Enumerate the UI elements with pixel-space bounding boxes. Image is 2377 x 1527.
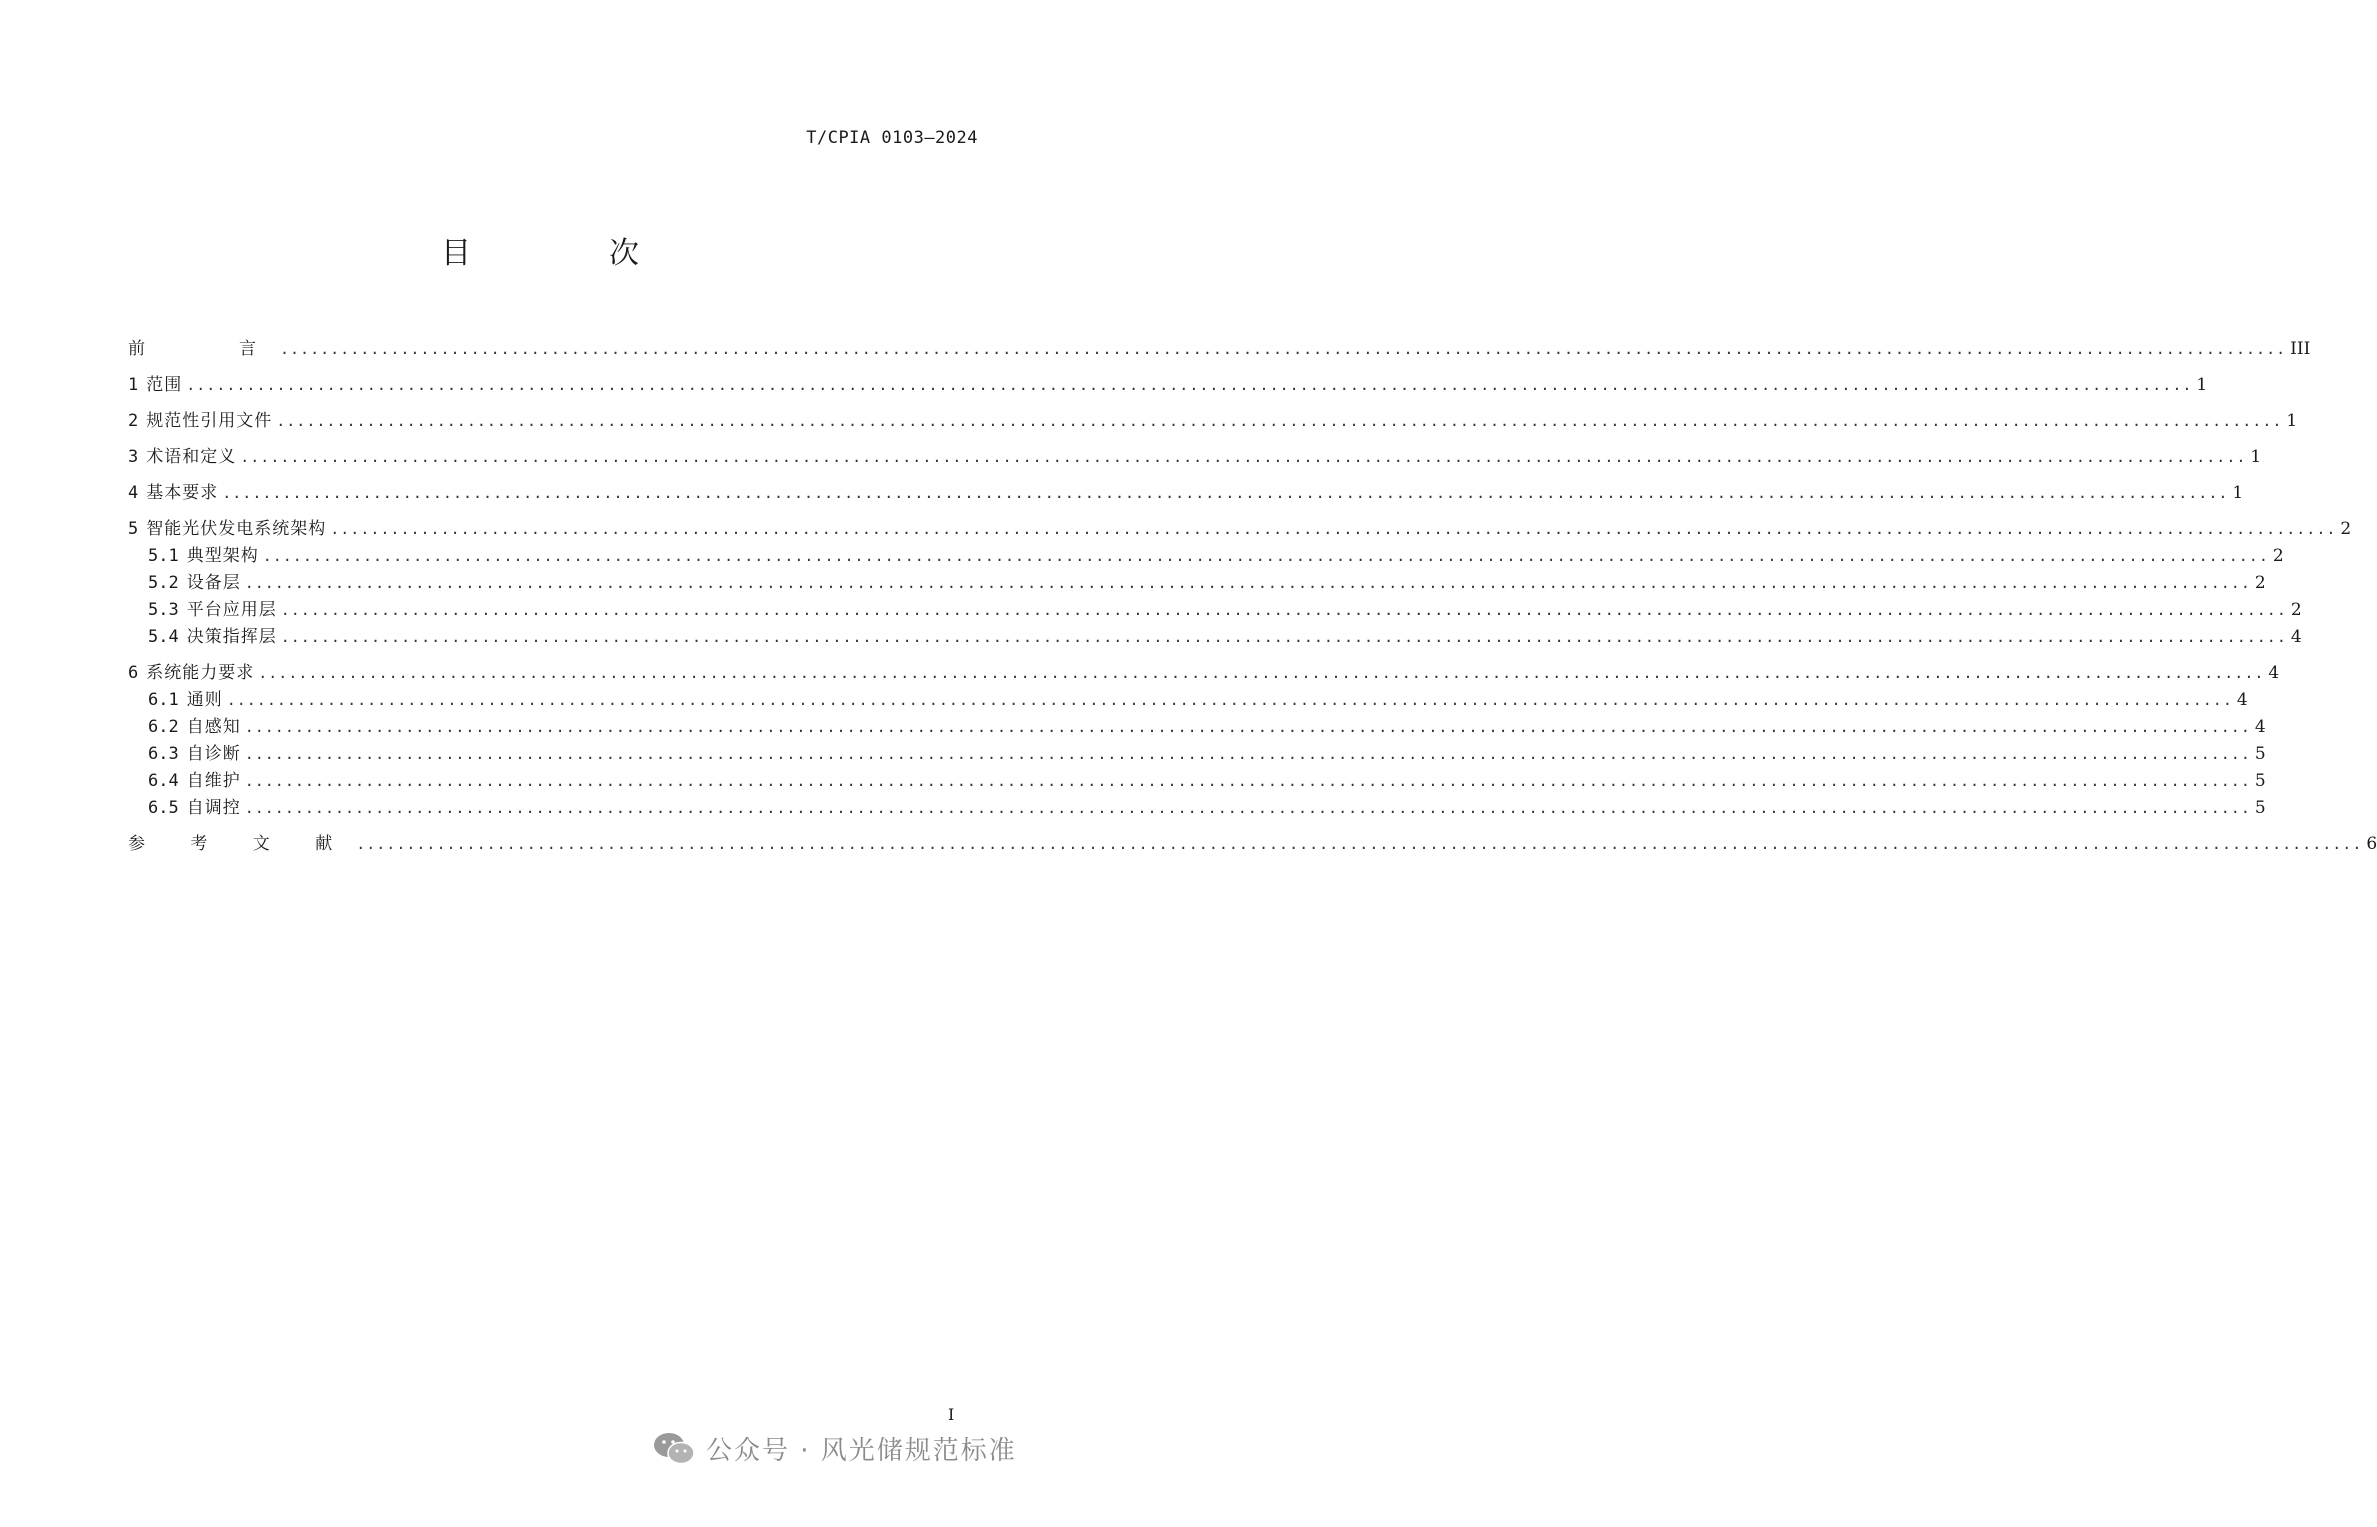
toc-entry-number: 5: [128, 519, 139, 539]
toc-entry[interactable]: [128, 831, 2377, 858]
toc-leader-dots: ........................................................................................................................................................................................................: [244, 574, 2251, 592]
toc-entry-page: 1: [2250, 447, 2262, 467]
toc-entry-number: 2: [128, 411, 139, 431]
toc-entry-number: 6.2: [148, 717, 179, 737]
wechat-icon: [652, 1431, 696, 1467]
toc-entry-title: 范围: [146, 375, 183, 395]
standard-code: T/CPIA 0103—2024: [806, 128, 978, 148]
toc-entry-page: 4: [2236, 690, 2248, 710]
toc-entry[interactable]: [128, 372, 2208, 399]
toc-entry-page: 1: [2196, 375, 2208, 395]
toc-entry[interactable]: [128, 741, 2266, 768]
toc-entry[interactable]: [128, 336, 2311, 363]
watermark-text: 公众号 · 风光储规范标准: [706, 1436, 1017, 1466]
toc-entry-number: 6.4: [148, 771, 179, 791]
toc-entry[interactable]: [128, 543, 2284, 570]
page-title: 目 次: [441, 236, 693, 271]
toc-entry-number: 5.4: [148, 627, 179, 647]
toc-entry-title: 系统能力要求: [146, 663, 255, 683]
table-of-contents: [128, 336, 2377, 858]
toc-leader-dots: ........................................................................................................................................................................................................: [244, 772, 2251, 790]
toc-entry-number: 6.3: [148, 744, 179, 764]
watermark: [652, 1430, 1017, 1467]
toc-entry-title: 自感知: [186, 717, 241, 737]
toc-entry-title: 平台应用层: [186, 600, 277, 620]
toc-entry-title: 规范性引用文件: [146, 411, 273, 431]
toc-entry-title: 前 言: [128, 339, 276, 359]
toc-entry-page: 5: [2254, 771, 2266, 791]
toc-entry-number: 5.2: [148, 573, 179, 593]
toc-leader-dots: ........................................................................................................................................................................................................: [226, 691, 2233, 709]
toc-leader-dots: ........................................................................................................................................................................................................: [330, 520, 2337, 538]
toc-entry-title: 智能光伏发电系统架构: [146, 519, 327, 539]
toc-leader-dots: ........................................................................................................................................................................................................: [276, 412, 2283, 430]
toc-entry-title: 参 考 文 献: [128, 834, 353, 854]
toc-entry-page: 5: [2254, 744, 2266, 764]
toc-leader-dots: ........................................................................................................................................................................................................: [280, 601, 2287, 619]
toc-entry-page: 2: [2254, 573, 2266, 593]
toc-leader-dots: ........................................................................................................................................................................................................: [356, 835, 2363, 853]
toc-entry-number: 1: [128, 375, 139, 395]
toc-entry-page: 2: [2272, 546, 2284, 566]
page-number: I: [948, 1405, 955, 1424]
toc-entry-page: 4: [2254, 717, 2266, 737]
toc-entry-title: 决策指挥层: [186, 627, 277, 647]
toc-entry-page: 1: [2286, 411, 2298, 431]
toc-entry[interactable]: [128, 795, 2266, 822]
toc-entry-title: 典型架构: [186, 546, 259, 566]
toc-entry-number: 6: [128, 663, 139, 683]
toc-entry-number: 5.3: [148, 600, 179, 620]
toc-leader-dots: ........................................................................................................................................................................................................: [280, 340, 2287, 358]
toc-entry[interactable]: [128, 444, 2262, 471]
toc-entry-page: 4: [2290, 627, 2302, 647]
toc-entry[interactable]: [128, 516, 2352, 543]
toc-entry[interactable]: [128, 768, 2266, 795]
toc-entry[interactable]: [128, 408, 2298, 435]
toc-leader-dots: ........................................................................................................................................................................................................: [186, 376, 2193, 394]
toc-entry[interactable]: [128, 480, 2244, 507]
toc-leader-dots: ........................................................................................................................................................................................................: [280, 628, 2287, 646]
toc-entry-number: 6.5: [148, 798, 179, 818]
toc-entry[interactable]: [128, 714, 2266, 741]
toc-entry-title: 通则: [186, 690, 223, 710]
toc-leader-dots: ........................................................................................................................................................................................................: [240, 448, 2247, 466]
toc-entry-number: 6.1: [148, 690, 179, 710]
toc-entry-title: 自诊断: [186, 744, 241, 764]
toc-entry-title: 自调控: [186, 798, 241, 818]
toc-entry-title: 设备层: [186, 573, 241, 593]
toc-entry[interactable]: [128, 687, 2248, 714]
toc-leader-dots: ........................................................................................................................................................................................................: [262, 547, 2269, 565]
toc-entry-page: III: [2290, 339, 2311, 359]
toc-entry-title: 基本要求: [146, 483, 219, 503]
toc-leader-dots: ........................................................................................................................................................................................................: [244, 718, 2251, 736]
toc-entry-page: 4: [2268, 663, 2280, 683]
toc-entry-title: 术语和定义: [146, 447, 237, 467]
toc-entry-page: 2: [2340, 519, 2352, 539]
toc-entry[interactable]: [128, 570, 2266, 597]
toc-entry[interactable]: [128, 660, 2280, 687]
toc-entry[interactable]: [128, 624, 2302, 651]
toc-leader-dots: ........................................................................................................................................................................................................: [244, 799, 2251, 817]
toc-entry-number: 5.1: [148, 546, 179, 566]
toc-leader-dots: ........................................................................................................................................................................................................: [222, 484, 2229, 502]
toc-entry[interactable]: [128, 597, 2302, 624]
toc-entry-page: 1: [2232, 483, 2244, 503]
toc-leader-dots: ........................................................................................................................................................................................................: [244, 745, 2251, 763]
toc-entry-number: 3: [128, 447, 139, 467]
toc-leader-dots: ........................................................................................................................................................................................................: [258, 664, 2265, 682]
toc-entry-title: 自维护: [186, 771, 241, 791]
toc-entry-number: 4: [128, 483, 139, 503]
toc-entry-page: 2: [2290, 600, 2302, 620]
toc-entry-page: 5: [2254, 798, 2266, 818]
toc-entry-page: 6: [2366, 834, 2377, 854]
